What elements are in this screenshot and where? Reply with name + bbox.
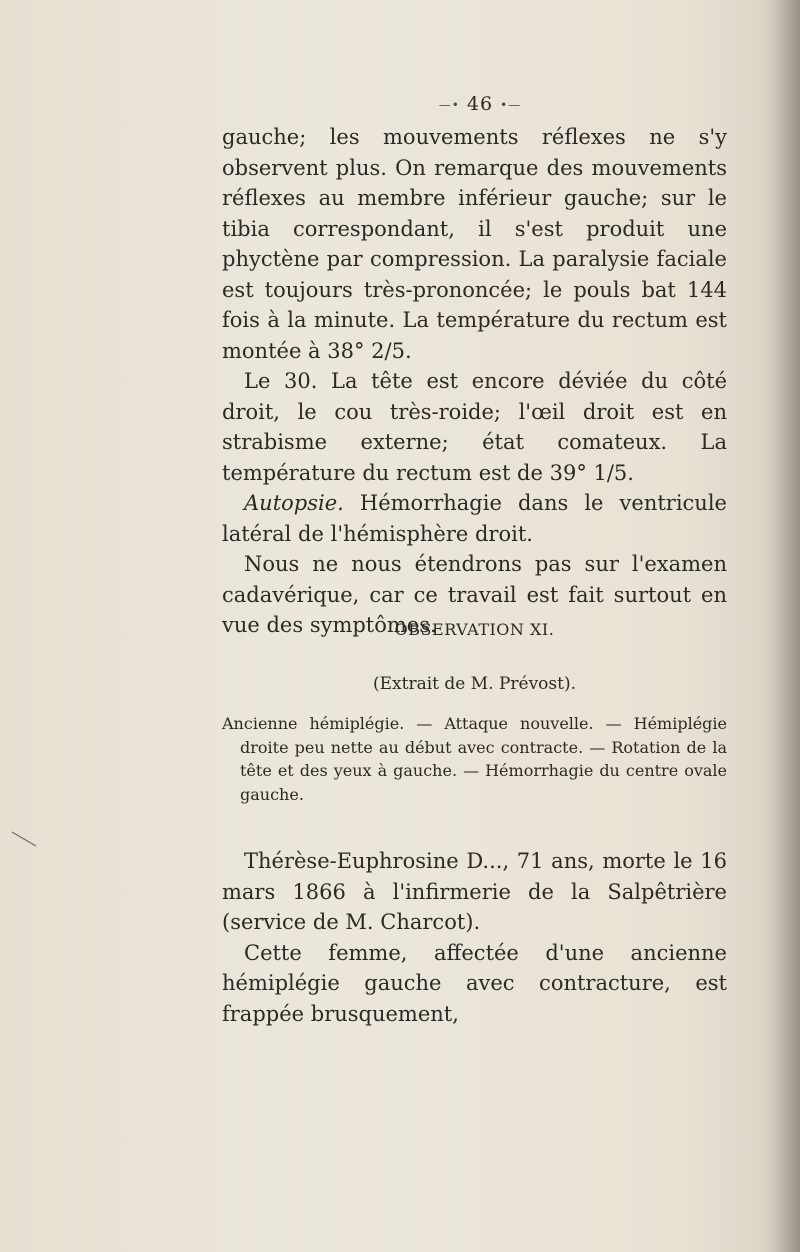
body-text-bottom: [222, 846, 727, 1029]
observation-title: OBSERVATION XI.: [394, 620, 555, 639]
paragraph: gauche; les mouvements réflexes ne s'y observent plus. On remarque des mouvements réflexes au membre inférieur gauche; sur le tibia correspondant, il s'est produit une phyctène par compression. La paralysie faciale est toujours très-prononcée; le pouls bat 144 fois à la minute. La température du rectum est montée à 38° 2/5.: [222, 125, 727, 363]
paragraph: Thérèse-Euphrosine D..., 71 ans, morte le 16 mars 1866 à l'infirmerie de la Salpêtrière (service de M. Charcot).: [222, 849, 727, 934]
page-edge-shadow: [772, 0, 800, 1252]
page-number-ornament-right: •—: [500, 98, 522, 112]
page-number-ornament-left: —•: [438, 98, 460, 112]
body-text-top: [222, 122, 727, 641]
page-number: [0, 93, 800, 115]
autopsy-label: Autopsie.: [244, 491, 344, 515]
pencil-mark: [10, 830, 40, 850]
summary-text: Ancienne hémiplégie. — Attaque nouvelle. — Hémiplégie droite peu nette au début avec contracte. — Rotation de la tête et des yeux à gauche. — Hémorrhagie du centre ovale gauche.: [222, 714, 727, 804]
page-number-value: 46: [466, 93, 494, 115]
observation-summary: [222, 712, 727, 806]
autopsy-text: Hémorrhagie dans le ventricule latéral de l'hémisphère droit.: [222, 491, 727, 546]
paragraph: Le 30. La tête est encore déviée du côté droit, le cou très-roide; l'œil droit est en strabisme externe; état comateux. La température du rectum est de 39° 1/5.: [222, 369, 727, 485]
paragraph-autopsy: [222, 488, 727, 549]
paragraph: Cette femme, affectée d'une ancienne hémiplégie gauche avec contracture, est frappée brusquement,: [222, 940, 727, 1026]
paragraph: Nous ne nous étendrons pas sur l'examen cadavérique, car ce travail est fait surtout en vue des symptômes.: [222, 552, 727, 637]
observation-source: (Extrait de M. Prévost).: [372, 674, 576, 694]
